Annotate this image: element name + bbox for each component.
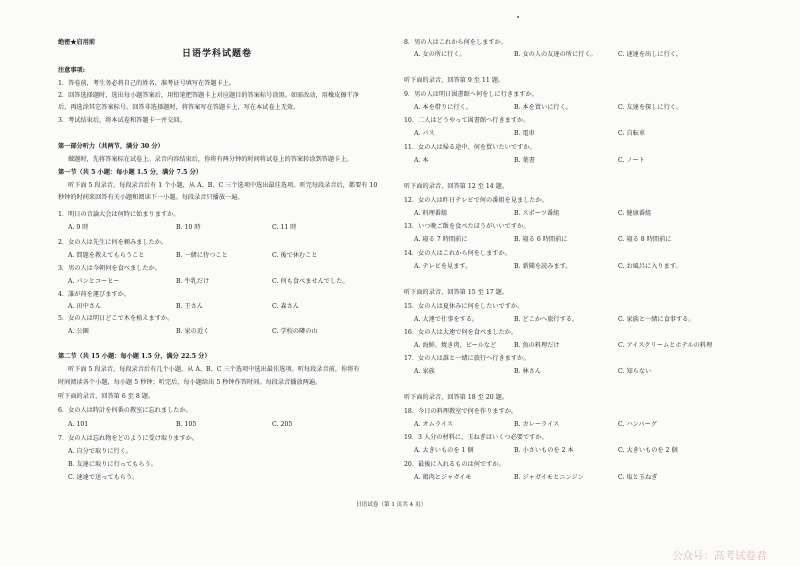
question-9: 9．男の人は明日図書館へ何をしに行きますか。 — [404, 91, 538, 98]
question-6: 6．女の人は時計を何番の教室に忘れましたか。 — [58, 407, 192, 414]
q16-option-b: B. 魚の料理だけ — [514, 342, 560, 349]
section2-intro-1: 听下面 5 段录音，每段录音后有几个小题，从 A、B、C 三个选项中选出最佳选项。听每段录音前，你将有 — [68, 366, 360, 373]
q12-option-b: B. スポーツ番組 — [514, 210, 560, 217]
q7-option-b: B. 友達に取りに行ってもらう。 — [68, 461, 157, 468]
q15-option-a: A. 大連で仕事をする。 — [414, 316, 479, 323]
part1-heading: 第一部分听力（共两节，满分 30 分） — [58, 143, 164, 150]
question-8: 8．男の人はこれから何をしますか。 — [404, 39, 507, 46]
group-18-20: 听下面的录音，回答第 18 至 20 题。 — [404, 394, 509, 401]
group-9-11: 听下面的录音，回答第 9 至 11 题。 — [404, 77, 505, 84]
question-19: 19．3 人分の材料に、玉ねぎはいくつ必要ですか。 — [404, 434, 548, 441]
q12-option-a: A. 料理番組 — [414, 210, 448, 217]
page-footer: 日语试卷（第 1 页共 4 页） — [356, 502, 427, 508]
q13-option-c: C. 寝る 8 時間前に — [618, 236, 672, 243]
q18-option-a: A. オムライス — [414, 421, 454, 428]
question-1: 1．明日の音論大会は何時に始まりますか。 — [58, 211, 180, 218]
q3-option-b: B. 牛乳だけ — [176, 278, 210, 285]
q20-option-c: C. 塩と玉ねぎ — [618, 474, 658, 481]
q20-option-a: A. 鶏肉とジャガイモ — [414, 474, 472, 481]
q16-option-c: C. アイスクリームとホテルの料理 — [618, 342, 713, 349]
question-7: 7．女の人は忘れ物をどのように受け取りますか。 — [58, 435, 199, 442]
q12-option-c: C. 健康番組 — [618, 210, 652, 217]
ink-dot — [517, 16, 519, 18]
q19-option-c: C. 大きいものを 2 個 — [618, 447, 678, 454]
question-11: 11．女の人は帰る途中、何を買いたいですか。 — [404, 144, 536, 151]
q4-option-a: A. 田中さん — [68, 303, 102, 310]
notice-heading: 注意事项: — [58, 67, 86, 74]
section2-heading: 第二节（共 15 小题：每小题 1.5 分，满分 22.5 分） — [58, 353, 211, 360]
q11-option-c: C. ノート — [618, 157, 645, 164]
q18-option-b: B. カレーライス — [514, 421, 560, 428]
exam-title: 日语学科试题卷 — [182, 49, 253, 59]
q1-option-b: B. 10 時 — [176, 224, 201, 231]
secret-label: 绝密★启用前 — [58, 39, 96, 46]
q7-option-c: C. 速達で送ってもらう。 — [68, 474, 139, 481]
q1-option-c: C. 11 時 — [272, 224, 297, 231]
question-12: 12．女の人は昨日テレビで何の番組を見ましたか。 — [404, 197, 548, 204]
group-12-14: 听下面的录音，回答第 12 至 14 题。 — [404, 183, 509, 190]
q8-option-c: C. 速達を出しに行く。 — [618, 51, 683, 58]
group-6-8: 听下面的录音，回答第 6 至 8 题。 — [58, 393, 155, 400]
q10-option-a: A. バス — [414, 130, 435, 137]
q1-option-a: A. 9 時 — [68, 224, 89, 231]
q19-option-b: B. 小さいものを 2 本 — [514, 447, 574, 454]
q17-option-a: A. 家族 — [414, 368, 435, 375]
question-16: 16．女の人は大連で何を食べましたか。 — [404, 329, 518, 336]
q6-option-a: A. 101 — [68, 421, 89, 428]
q14-option-c: C. お風呂に入ります。 — [618, 263, 682, 270]
q17-option-b: B. 林さん — [514, 368, 542, 375]
q14-option-a: A. テレビを見ます。 — [414, 263, 472, 270]
q20-option-b: B. ジャガイモとニンジン — [514, 474, 584, 481]
q9-option-a: A. 本を借りに行く。 — [414, 104, 472, 111]
q10-option-b: B. 電車 — [514, 130, 535, 137]
group-15-17: 听下面的录音，回答第 15 至 17 题。 — [404, 289, 509, 296]
question-17: 17．女の人は誰と一緒に旅行へ行きますか。 — [404, 355, 530, 362]
q6-option-b: B. 105 — [176, 421, 197, 428]
q15-option-b: B. どこかへ旅行する。 — [514, 316, 579, 323]
q8-option-a: A. 女の所に行く。 — [414, 51, 466, 58]
q8-option-b: B. 女の人の友達の所に行く。 — [514, 51, 597, 58]
q3-option-a: A. パンとコーヒー — [68, 278, 120, 285]
question-2: 2．女の人は先生に何を頼みましたか。 — [58, 239, 168, 246]
question-13: 13．いつ晩ご飯を食べたほうがいいですか。 — [404, 223, 530, 230]
question-20: 20．最後に入れるものは何ですか。 — [404, 461, 505, 468]
q6-option-c: C. 205 — [272, 421, 293, 428]
q2-option-a: A. 問題を教えてもらうこと — [68, 252, 145, 259]
question-10: 10．二人はどうやって図書館へ行きますか。 — [404, 117, 530, 124]
watermark: 公众号：高考试卷君 — [672, 550, 767, 562]
question-15: 15．女の人は夏休みに何をしたいですか。 — [404, 303, 524, 310]
q13-option-a: A. 寝る 7 時間前に — [414, 236, 468, 243]
q5-option-c: C. 学校の隣の山 — [272, 328, 318, 335]
section1-heading: 第一节（共 5 小题：每小题 1.5 分，满分 7.5 分） — [58, 169, 202, 176]
section2-intro-2: 时间阅读各个小题，每小题 5 秒钟；听完后，每小题给出 5 秒钟作答时间。每段录音播放两遍。 — [58, 379, 322, 386]
q14-option-b: B. 新聞を読みます。 — [514, 263, 572, 270]
q15-option-c: C. 家族と一緒に食事する。 — [618, 316, 695, 323]
section1-intro-1: 听下面 5 段录音，每段录音后有 1 个小题，从 A、B、C 三个选项中选出最佳选项。听完每段录音后，都要有 10 — [68, 182, 378, 189]
q19-option-a: A. 大きいものを 1 個 — [414, 447, 474, 454]
q18-option-c: C. ハンバーグ — [618, 421, 657, 428]
q4-option-c: C. 森さん — [272, 303, 300, 310]
q9-option-c: C. 友達を探しに行く。 — [618, 104, 683, 111]
q3-option-c: C. 何も食べませんでした。 — [272, 278, 349, 285]
question-3: 3．男の人は今朝何を食べましたか。 — [58, 265, 161, 272]
section1-intro-2: 秒钟的时间来回答有关小题和阅读下一小题。每段录音只播放一遍。 — [58, 194, 244, 201]
part1-intro: 做题时，先将答案标在试卷上。录音内容结束后，你将有两分钟的时间将试卷上的答案转涂到答题卡上。 — [68, 156, 353, 163]
q2-option-c: C. 後で休むこと — [272, 252, 318, 259]
question-18: 18．今日の料理教室で何を作りますか。 — [404, 408, 518, 415]
q5-option-b: B. 家の近く — [176, 328, 210, 335]
q5-option-a: A. 公園 — [68, 328, 89, 335]
notice-2: 2．回答选择题时，选出每小题答案后，用铅笔把答题卡上对应题目的答案标号涂黑。如需改动，用橡皮擦干净 — [58, 92, 359, 99]
q10-option-c: C. 自転車 — [618, 130, 646, 137]
q2-option-b: B. 一緒に待つこと — [176, 252, 228, 259]
notice-1: 1．答卷前，考生务必将自己的姓名、准考证号填写在答题卡上。 — [58, 80, 236, 87]
question-4: 4．誰が荷を運びますか。 — [58, 291, 130, 298]
q17-option-c: C. 知らない — [618, 368, 652, 375]
q9-option-b: B. 本を買いに行く。 — [514, 104, 572, 111]
question-14: 14．女の人はこれから何をしますか。 — [404, 250, 511, 257]
notice-3: 3．考试结束后，将本试卷和答题卡一并交回。 — [58, 117, 186, 124]
q7-option-a: A. 自分で取りに行く。 — [68, 448, 132, 455]
q4-option-b: B. 王さん — [176, 303, 204, 310]
q11-option-a: A. 本 — [414, 157, 429, 164]
question-5: 5．女の人は明日どこで木を植えますか。 — [58, 315, 174, 322]
q16-option-a: A. 海鮮、焼き肉、ビールなど — [414, 342, 497, 349]
q11-option-b: B. 葉書 — [514, 157, 535, 164]
notice-2-cont: 后，再选涂其它答案标号。回答非选择题时，将答案写在答题卡上，写在本试卷上无效。 — [58, 104, 300, 111]
q13-option-b: B. 寝る 6 時間前に — [514, 236, 568, 243]
